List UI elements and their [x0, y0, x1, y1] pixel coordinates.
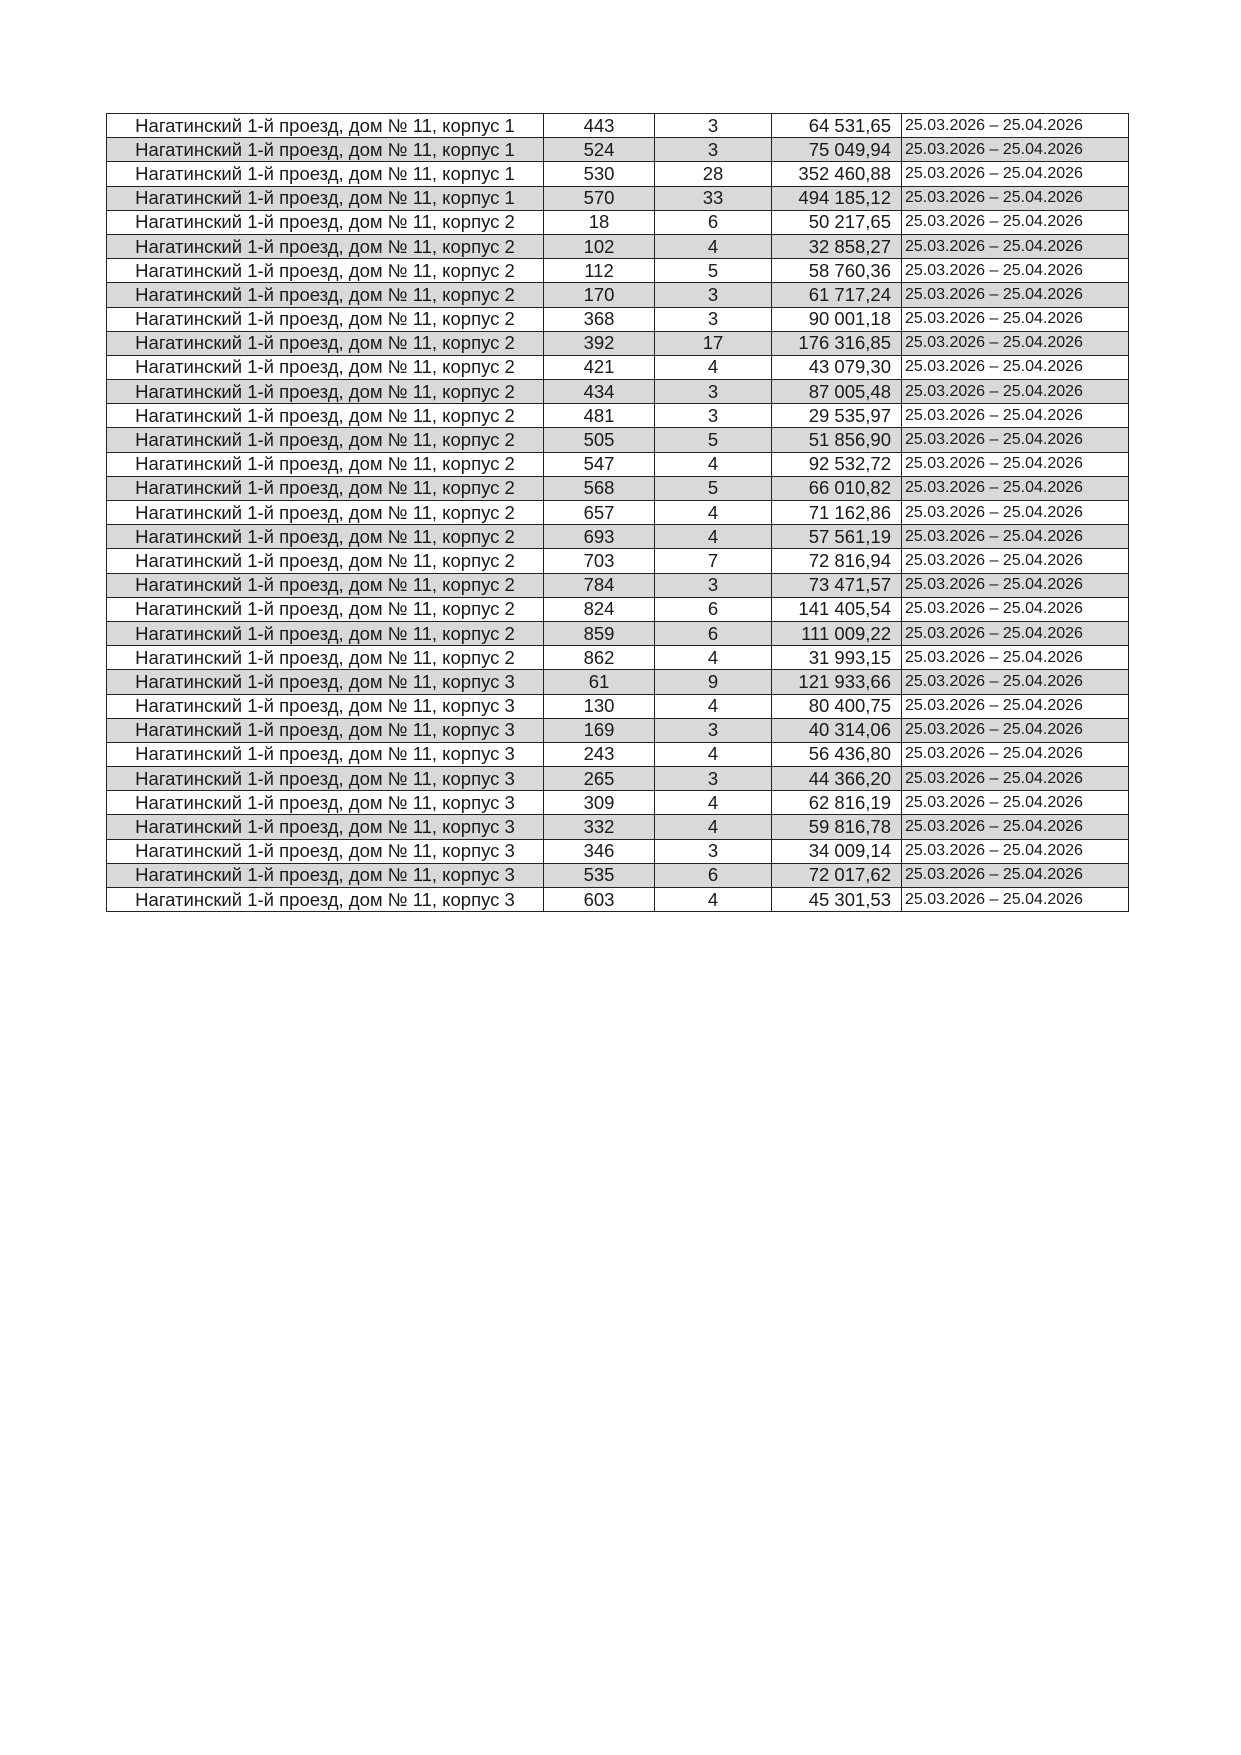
amount-cell: 61 717,24	[772, 283, 902, 307]
table-row	[107, 694, 1129, 718]
period-cell: 25.03.2026 – 25.04.2026	[902, 549, 1129, 573]
address-cell: Нагатинский 1-й проезд, дом № 11, корпус 2	[107, 452, 544, 476]
table-row	[107, 234, 1129, 258]
table-row	[107, 597, 1129, 621]
period-cell: 25.03.2026 – 25.04.2026	[902, 742, 1129, 766]
amount-cell: 71 162,86	[772, 501, 902, 525]
period-cell: 25.03.2026 – 25.04.2026	[902, 670, 1129, 694]
table-row	[107, 428, 1129, 452]
months-cell: 3	[655, 718, 772, 742]
address-cell: Нагатинский 1-й проезд, дом № 11, корпус 2	[107, 380, 544, 404]
period-cell: 25.03.2026 – 25.04.2026	[902, 573, 1129, 597]
months-cell: 28	[655, 162, 772, 186]
months-cell: 17	[655, 331, 772, 355]
table-body	[107, 114, 1129, 912]
address-cell: Нагатинский 1-й проезд, дом № 11, корпус 2	[107, 259, 544, 283]
period-cell: 25.03.2026 – 25.04.2026	[902, 307, 1129, 331]
address-cell: Нагатинский 1-й проезд, дом № 11, корпус 1	[107, 162, 544, 186]
period-cell: 25.03.2026 – 25.04.2026	[902, 355, 1129, 379]
apartment-cell: 421	[544, 355, 655, 379]
table-row	[107, 283, 1129, 307]
address-cell: Нагатинский 1-й проезд, дом № 11, корпус 2	[107, 476, 544, 500]
months-cell: 6	[655, 621, 772, 645]
months-cell: 7	[655, 549, 772, 573]
table-row	[107, 791, 1129, 815]
months-cell: 3	[655, 283, 772, 307]
period-cell: 25.03.2026 – 25.04.2026	[902, 646, 1129, 670]
apartment-cell: 102	[544, 234, 655, 258]
amount-cell: 45 301,53	[772, 888, 902, 912]
amount-cell: 92 532,72	[772, 452, 902, 476]
table-row	[107, 525, 1129, 549]
table-row	[107, 670, 1129, 694]
address-cell: Нагатинский 1-й проезд, дом № 11, корпус 2	[107, 621, 544, 645]
table-row	[107, 573, 1129, 597]
apartment-cell: 862	[544, 646, 655, 670]
amount-cell: 73 471,57	[772, 573, 902, 597]
amount-cell: 31 993,15	[772, 646, 902, 670]
period-cell: 25.03.2026 – 25.04.2026	[902, 694, 1129, 718]
months-cell: 5	[655, 476, 772, 500]
address-cell: Нагатинский 1-й проезд, дом № 11, корпус 2	[107, 404, 544, 428]
months-cell: 4	[655, 742, 772, 766]
table-row	[107, 380, 1129, 404]
address-cell: Нагатинский 1-й проезд, дом № 11, корпус 2	[107, 573, 544, 597]
apartment-cell: 61	[544, 670, 655, 694]
address-cell: Нагатинский 1-й проезд, дом № 11, корпус 3	[107, 694, 544, 718]
apartment-cell: 784	[544, 573, 655, 597]
months-cell: 4	[655, 888, 772, 912]
amount-cell: 72 816,94	[772, 549, 902, 573]
table-row	[107, 863, 1129, 887]
apartment-cell: 547	[544, 452, 655, 476]
table-row	[107, 549, 1129, 573]
period-cell: 25.03.2026 – 25.04.2026	[902, 186, 1129, 210]
debt-table	[106, 113, 1129, 912]
amount-cell: 90 001,18	[772, 307, 902, 331]
address-cell: Нагатинский 1-й проезд, дом № 11, корпус 2	[107, 501, 544, 525]
months-cell: 6	[655, 597, 772, 621]
months-cell: 4	[655, 501, 772, 525]
apartment-cell: 481	[544, 404, 655, 428]
amount-cell: 40 314,06	[772, 718, 902, 742]
apartment-cell: 505	[544, 428, 655, 452]
table-row	[107, 138, 1129, 162]
apartment-cell: 530	[544, 162, 655, 186]
months-cell: 4	[655, 355, 772, 379]
address-cell: Нагатинский 1-й проезд, дом № 11, корпус 2	[107, 210, 544, 234]
period-cell: 25.03.2026 – 25.04.2026	[902, 138, 1129, 162]
address-cell: Нагатинский 1-й проезд, дом № 11, корпус 2	[107, 428, 544, 452]
period-cell: 25.03.2026 – 25.04.2026	[902, 380, 1129, 404]
table-row	[107, 646, 1129, 670]
apartment-cell: 535	[544, 863, 655, 887]
address-cell: Нагатинский 1-й проезд, дом № 11, корпус 2	[107, 331, 544, 355]
amount-cell: 57 561,19	[772, 525, 902, 549]
apartment-cell: 18	[544, 210, 655, 234]
period-cell: 25.03.2026 – 25.04.2026	[902, 452, 1129, 476]
period-cell: 25.03.2026 – 25.04.2026	[902, 428, 1129, 452]
apartment-cell: 332	[544, 815, 655, 839]
amount-cell: 51 856,90	[772, 428, 902, 452]
apartment-cell: 603	[544, 888, 655, 912]
apartment-cell: 859	[544, 621, 655, 645]
months-cell: 4	[655, 694, 772, 718]
table-row	[107, 767, 1129, 791]
address-cell: Нагатинский 1-й проезд, дом № 11, корпус 3	[107, 815, 544, 839]
table-row	[107, 888, 1129, 912]
apartment-cell: 265	[544, 767, 655, 791]
months-cell: 4	[655, 452, 772, 476]
months-cell: 3	[655, 138, 772, 162]
address-cell: Нагатинский 1-й проезд, дом № 11, корпус 2	[107, 597, 544, 621]
apartment-cell: 368	[544, 307, 655, 331]
months-cell: 3	[655, 114, 772, 138]
period-cell: 25.03.2026 – 25.04.2026	[902, 234, 1129, 258]
period-cell: 25.03.2026 – 25.04.2026	[902, 863, 1129, 887]
period-cell: 25.03.2026 – 25.04.2026	[902, 404, 1129, 428]
amount-cell: 64 531,65	[772, 114, 902, 138]
amount-cell: 75 049,94	[772, 138, 902, 162]
amount-cell: 121 933,66	[772, 670, 902, 694]
amount-cell: 58 760,36	[772, 259, 902, 283]
apartment-cell: 524	[544, 138, 655, 162]
amount-cell: 72 017,62	[772, 863, 902, 887]
table-row	[107, 742, 1129, 766]
months-cell: 4	[655, 646, 772, 670]
period-cell: 25.03.2026 – 25.04.2026	[902, 259, 1129, 283]
months-cell: 4	[655, 234, 772, 258]
amount-cell: 50 217,65	[772, 210, 902, 234]
period-cell: 25.03.2026 – 25.04.2026	[902, 718, 1129, 742]
apartment-cell: 112	[544, 259, 655, 283]
period-cell: 25.03.2026 – 25.04.2026	[902, 210, 1129, 234]
period-cell: 25.03.2026 – 25.04.2026	[902, 283, 1129, 307]
apartment-cell: 570	[544, 186, 655, 210]
address-cell: Нагатинский 1-й проезд, дом № 11, корпус 2	[107, 525, 544, 549]
address-cell: Нагатинский 1-й проезд, дом № 11, корпус 3	[107, 863, 544, 887]
table-row	[107, 452, 1129, 476]
address-cell: Нагатинский 1-й проезд, дом № 11, корпус 3	[107, 791, 544, 815]
table-row	[107, 114, 1129, 138]
apartment-cell: 170	[544, 283, 655, 307]
table-row	[107, 404, 1129, 428]
period-cell: 25.03.2026 – 25.04.2026	[902, 331, 1129, 355]
apartment-cell: 693	[544, 525, 655, 549]
amount-cell: 111 009,22	[772, 621, 902, 645]
table-row	[107, 307, 1129, 331]
address-cell: Нагатинский 1-й проезд, дом № 11, корпус 3	[107, 718, 544, 742]
months-cell: 5	[655, 259, 772, 283]
period-cell: 25.03.2026 – 25.04.2026	[902, 839, 1129, 863]
apartment-cell: 703	[544, 549, 655, 573]
address-cell: Нагатинский 1-й проезд, дом № 11, корпус 2	[107, 646, 544, 670]
amount-cell: 494 185,12	[772, 186, 902, 210]
amount-cell: 176 316,85	[772, 331, 902, 355]
table-row	[107, 331, 1129, 355]
table-row	[107, 162, 1129, 186]
amount-cell: 62 816,19	[772, 791, 902, 815]
table-row	[107, 718, 1129, 742]
amount-cell: 29 535,97	[772, 404, 902, 428]
amount-cell: 141 405,54	[772, 597, 902, 621]
table-row	[107, 501, 1129, 525]
address-cell: Нагатинский 1-й проезд, дом № 11, корпус 3	[107, 888, 544, 912]
address-cell: Нагатинский 1-й проезд, дом № 11, корпус 1	[107, 186, 544, 210]
address-cell: Нагатинский 1-й проезд, дом № 11, корпус 3	[107, 839, 544, 863]
table-row	[107, 210, 1129, 234]
address-cell: Нагатинский 1-й проезд, дом № 11, корпус 2	[107, 234, 544, 258]
apartment-cell: 309	[544, 791, 655, 815]
months-cell: 3	[655, 573, 772, 597]
amount-cell: 59 816,78	[772, 815, 902, 839]
months-cell: 3	[655, 404, 772, 428]
amount-cell: 32 858,27	[772, 234, 902, 258]
months-cell: 6	[655, 210, 772, 234]
months-cell: 4	[655, 791, 772, 815]
months-cell: 3	[655, 380, 772, 404]
period-cell: 25.03.2026 – 25.04.2026	[902, 621, 1129, 645]
address-cell: Нагатинский 1-й проезд, дом № 11, корпус 2	[107, 549, 544, 573]
table-row	[107, 259, 1129, 283]
period-cell: 25.03.2026 – 25.04.2026	[902, 162, 1129, 186]
table-row	[107, 186, 1129, 210]
address-cell: Нагатинский 1-й проезд, дом № 11, корпус 2	[107, 355, 544, 379]
address-cell: Нагатинский 1-й проезд, дом № 11, корпус 3	[107, 742, 544, 766]
period-cell: 25.03.2026 – 25.04.2026	[902, 525, 1129, 549]
apartment-cell: 243	[544, 742, 655, 766]
table-row	[107, 621, 1129, 645]
address-cell: Нагатинский 1-й проезд, дом № 11, корпус 2	[107, 283, 544, 307]
amount-cell: 56 436,80	[772, 742, 902, 766]
apartment-cell: 346	[544, 839, 655, 863]
address-cell: Нагатинский 1-й проезд, дом № 11, корпус 2	[107, 307, 544, 331]
address-cell: Нагатинский 1-й проезд, дом № 11, корпус 1	[107, 138, 544, 162]
amount-cell: 43 079,30	[772, 355, 902, 379]
apartment-cell: 434	[544, 380, 655, 404]
apartment-cell: 130	[544, 694, 655, 718]
apartment-cell: 169	[544, 718, 655, 742]
months-cell: 4	[655, 815, 772, 839]
table-row	[107, 476, 1129, 500]
amount-cell: 66 010,82	[772, 476, 902, 500]
period-cell: 25.03.2026 – 25.04.2026	[902, 791, 1129, 815]
amount-cell: 44 366,20	[772, 767, 902, 791]
amount-cell: 80 400,75	[772, 694, 902, 718]
months-cell: 33	[655, 186, 772, 210]
period-cell: 25.03.2026 – 25.04.2026	[902, 476, 1129, 500]
apartment-cell: 392	[544, 331, 655, 355]
amount-cell: 34 009,14	[772, 839, 902, 863]
period-cell: 25.03.2026 – 25.04.2026	[902, 501, 1129, 525]
months-cell: 6	[655, 863, 772, 887]
months-cell: 5	[655, 428, 772, 452]
apartment-cell: 824	[544, 597, 655, 621]
months-cell: 3	[655, 839, 772, 863]
months-cell: 3	[655, 307, 772, 331]
address-cell: Нагатинский 1-й проезд, дом № 11, корпус 1	[107, 114, 544, 138]
months-cell: 9	[655, 670, 772, 694]
period-cell: 25.03.2026 – 25.04.2026	[902, 815, 1129, 839]
months-cell: 4	[655, 525, 772, 549]
apartment-cell: 443	[544, 114, 655, 138]
period-cell: 25.03.2026 – 25.04.2026	[902, 597, 1129, 621]
table-row	[107, 815, 1129, 839]
table-row	[107, 355, 1129, 379]
period-cell: 25.03.2026 – 25.04.2026	[902, 888, 1129, 912]
apartment-cell: 657	[544, 501, 655, 525]
months-cell: 3	[655, 767, 772, 791]
table-row	[107, 839, 1129, 863]
period-cell: 25.03.2026 – 25.04.2026	[902, 767, 1129, 791]
period-cell: 25.03.2026 – 25.04.2026	[902, 114, 1129, 138]
amount-cell: 352 460,88	[772, 162, 902, 186]
address-cell: Нагатинский 1-й проезд, дом № 11, корпус 3	[107, 767, 544, 791]
amount-cell: 87 005,48	[772, 380, 902, 404]
address-cell: Нагатинский 1-й проезд, дом № 11, корпус 3	[107, 670, 544, 694]
apartment-cell: 568	[544, 476, 655, 500]
